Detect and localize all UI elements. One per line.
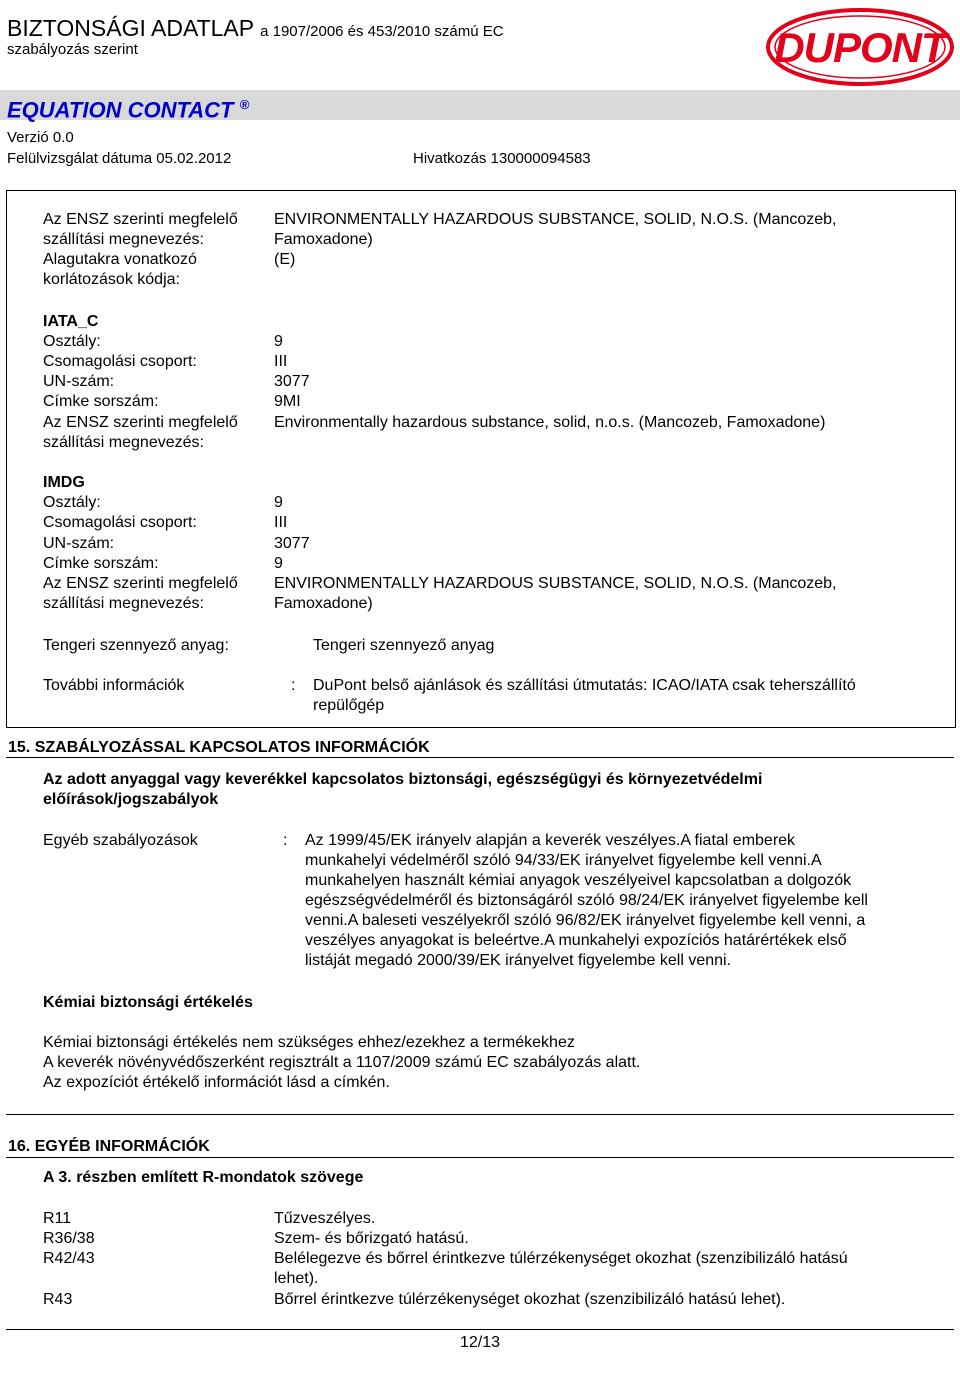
adr-tunnel-label-2: korlátozások kódja: xyxy=(43,271,180,288)
further-info-label: További információk xyxy=(43,677,185,694)
imdg-heading: IMDG xyxy=(43,474,85,491)
section-15-heading: 15. SZABÁLYOZÁSSAL KAPCSOLATOS INFORMÁCIÓK xyxy=(8,739,430,756)
imdg-name-value: ENVIRONMENTALLY HAZARDOUS SUBSTANCE, SOLID, N.O.S. (Mancozeb, xyxy=(274,575,837,592)
iata-un-value: 3077 xyxy=(274,373,310,390)
iata-pg-label: Csomagolási csoport: xyxy=(43,353,197,370)
imdg-class-label: Osztály: xyxy=(43,494,101,511)
section-15-bottom-rule xyxy=(6,1114,954,1115)
other-regulations-line: munkahelyi védelméről szóló 94/33/EK irányelvet figyelembe kell venni.A xyxy=(305,852,822,869)
r-phrases-heading: A 3. részben említett R-mondatok szövege xyxy=(43,1169,364,1186)
marine-pollutant-value: Tengeri szennyező anyag xyxy=(313,637,495,654)
iata-heading: IATA_C xyxy=(43,313,99,330)
imdg-name-value-2: Famoxadone) xyxy=(274,595,373,612)
imdg-name-label: Az ENSZ szerinti megfelelő xyxy=(43,575,238,592)
r-phrase-code: R43 xyxy=(43,1291,73,1308)
section-16-heading: 16. EGYÉB INFORMÁCIÓK xyxy=(8,1138,210,1155)
r-phrase-text: Szem- és bőrizgató hatású. xyxy=(274,1230,469,1247)
page-number: 12/13 xyxy=(459,1334,501,1351)
marine-pollutant-label: Tengeri szennyező anyag: xyxy=(43,637,229,654)
section-15-subheading-2: előírások/jogszabályok xyxy=(43,791,219,808)
other-regulations-line: Az 1999/45/EK irányelv alapján a keverék veszélyes.A fiatal emberek xyxy=(305,832,796,849)
adr-name-label: Az ENSZ szerinti megfelelő xyxy=(43,211,238,228)
iata-un-label: UN-szám: xyxy=(43,373,115,390)
iata-class-label: Osztály: xyxy=(43,333,101,350)
iata-name-label: Az ENSZ szerinti megfelelő xyxy=(43,414,238,431)
review-date: Felülvizsgálat dátuma 05.02.2012 xyxy=(7,150,232,167)
document-title-regulation-2: szabályozás szerint xyxy=(7,41,138,58)
r-phrase-text-continued: lehet). xyxy=(274,1270,319,1287)
further-info-value: DuPont belső ajánlások és szállítási útmutatás: ICAO/IATA csak teherszállító xyxy=(313,677,856,694)
dupont-logo xyxy=(766,8,954,86)
imdg-label-value: 9 xyxy=(274,555,283,572)
adr-name-value-2: Famoxadone) xyxy=(274,231,373,248)
r-phrase-code: R42/43 xyxy=(43,1250,95,1267)
further-info-colon: : xyxy=(291,677,296,694)
imdg-label-label: Címke sorszám: xyxy=(43,555,159,572)
imdg-name-label-2: szállítási megnevezés: xyxy=(43,595,204,612)
document-title-main: BIZTONSÁGI ADATLAP xyxy=(7,15,254,41)
iata-name-label-2: szállítási megnevezés: xyxy=(43,434,204,451)
adr-name-label-2: szállítási megnevezés: xyxy=(43,231,204,248)
imdg-un-value: 3077 xyxy=(274,535,310,552)
section-15-subheading: Az adott anyaggal vagy keverékkel kapcsolatos biztonsági, egészségügyi és környezetvédelmi xyxy=(43,771,763,788)
section-15-rule xyxy=(6,757,954,758)
other-regulations-colon: : xyxy=(283,832,288,849)
r-phrase-code: R36/38 xyxy=(43,1230,95,1247)
iata-name-value: Environmentally hazardous substance, solid, n.o.s. (Mancozeb, Famoxadone) xyxy=(274,414,826,431)
product-name: EQUATION CONTACT ® xyxy=(7,97,250,123)
imdg-un-label: UN-szám: xyxy=(43,535,115,552)
reference-number: Hivatkozás 130000094583 xyxy=(413,150,591,167)
imdg-pg-value: III xyxy=(274,514,288,531)
r-phrase-code: R11 xyxy=(43,1210,72,1227)
other-regulations-line: listáját megadó 2000/39/EK irányelvet figyelembe kell venni. xyxy=(305,952,732,969)
other-regulations-line: venni.A baleseti veszélyekről szóló 96/82/EK irányelvet figyelembe kell venni, a xyxy=(305,912,866,929)
iata-label-value: 9MI xyxy=(274,393,301,410)
chemical-safety-line: Kémiai biztonsági értékelés nem szükséges ehhez/ezekhez a termékekhez xyxy=(43,1034,575,1051)
chemical-safety-line: Az expozíciót értékelő információt lásd a címkén. xyxy=(43,1074,390,1091)
other-regulations-line: egészségvédelméről és biztonságáról szóló 98/24/EK irányelvet figyelembe kell xyxy=(305,892,868,909)
imdg-pg-label: Csomagolási csoport: xyxy=(43,514,197,531)
document-title-regulation: a 1907/2006 és 453/2010 számú EC xyxy=(260,23,504,40)
other-regulations-label: Egyéb szabályozások xyxy=(43,832,198,849)
r-phrase-text: Tűzveszélyes. xyxy=(274,1210,376,1227)
further-info-value-2: repülőgép xyxy=(313,697,385,714)
other-regulations-line: munkahelyen használt kémiai anyagok veszélyeivel kapcsolatban a dolgozók xyxy=(305,872,852,889)
svg-text:DUPONT: DUPONT xyxy=(774,24,946,71)
section-16-rule xyxy=(6,1157,954,1158)
footer-rule xyxy=(6,1329,954,1330)
iata-pg-value: III xyxy=(274,353,288,370)
chemical-safety-line: A keverék növényvédőszerként regisztrált a 1107/2009 számú EC szabályozás alatt. xyxy=(43,1054,641,1071)
iata-label-label: Címke sorszám: xyxy=(43,393,159,410)
r-phrase-text: Belélegezve és bőrrel érintkezve túlérzékenységet okozhat (szenzibilizáló hatású xyxy=(274,1250,848,1267)
adr-tunnel-value: (E) xyxy=(274,251,296,268)
r-phrase-text: Bőrrel érintkezve túlérzékenységet okozhat (szenzibilizáló hatású lehet). xyxy=(274,1291,786,1308)
other-regulations-line: veszélyes anyagokat is beleértve.A munkahelyi expozíciós határértékek első xyxy=(305,932,847,949)
chemical-safety-heading: Kémiai biztonsági értékelés xyxy=(43,994,253,1011)
adr-name-value: ENVIRONMENTALLY HAZARDOUS SUBSTANCE, SOLID, N.O.S. (Mancozeb, xyxy=(274,211,837,228)
imdg-class-value: 9 xyxy=(274,494,283,511)
version: Verzió 0.0 xyxy=(7,129,74,146)
adr-tunnel-label: Alagutakra vonatkozó xyxy=(43,251,197,268)
iata-class-value: 9 xyxy=(274,333,283,350)
